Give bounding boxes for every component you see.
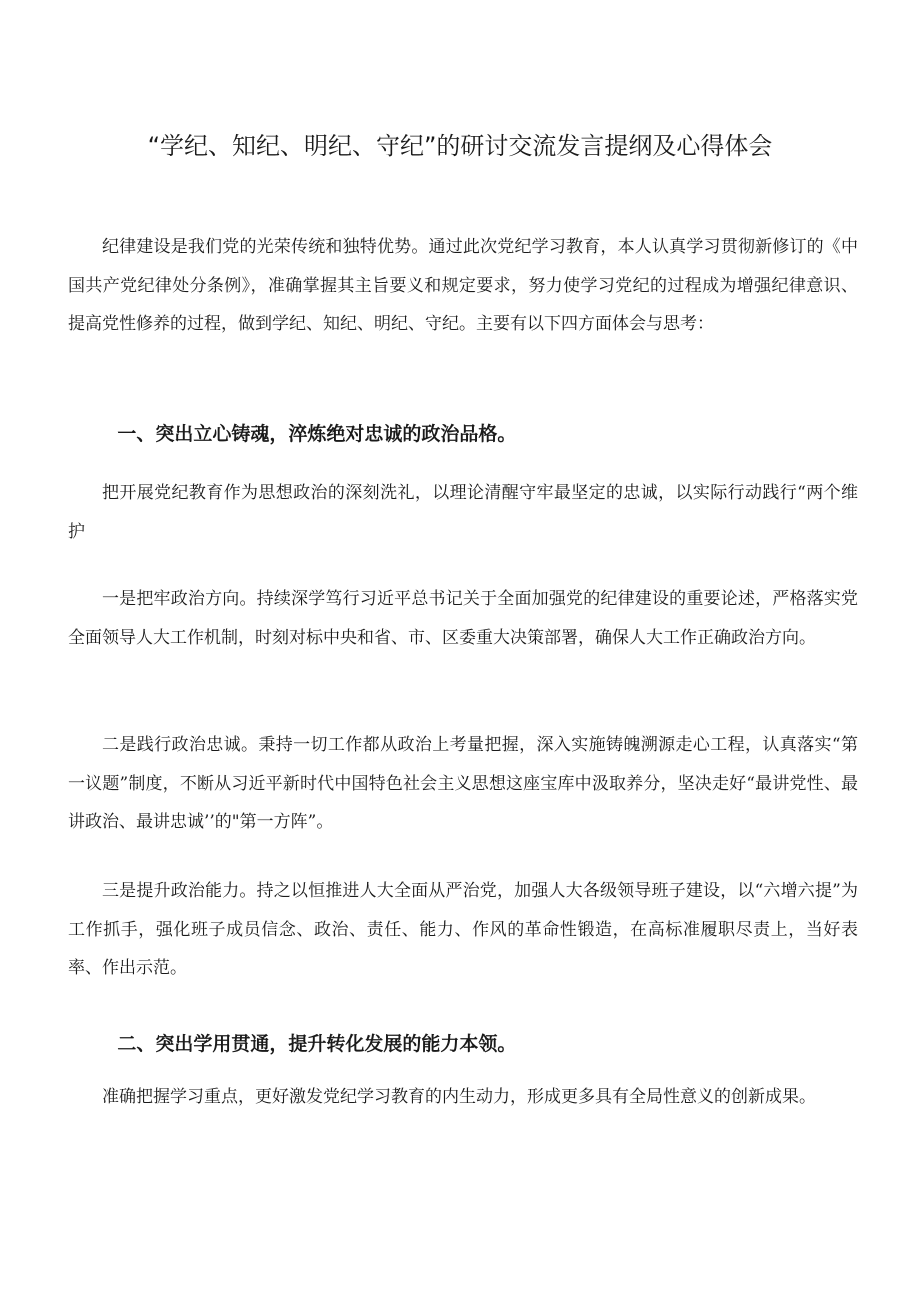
point-1-paragraph: 一是把牢政治方向。持续深学笃行习近平总书记关于全面加强党的纪律建设的重要论述，严格落实党全面领导人大工作机制，时刻对标中央和省、市、区委重大决策部署，确保人大工作正确政治方向。 <box>68 589 858 648</box>
section-heading-2: 二、突出学用贯通，提升转化发展的能力本领。 <box>117 1033 517 1055</box>
section-1-lead-paragraph: 把开展党纪教育作为思想政治的深刻洗礼，以理论清醒守牢最坚定的忠诚，以实际行动践行“两个维护 <box>68 483 858 542</box>
intro-paragraph: 纪律建设是我们党的光荣传统和独特优势。通过此次党纪学习教育，本人认真学习贯彻新修订的《中国共产党纪律处分条例》，准确掌握其主旨要义和规定要求，努力使学习党纪的过程成为增强纪律意识、提高党性修养的过程，做到学纪、知纪、明纪、守纪。主要有以下四方面体会与思考： <box>68 237 858 334</box>
point-3-paragraph: 三是提升政治能力。持之以恒推进人大全面从严治党，加强人大各级领导班子建设，以“六增六提”为工作抓手，强化班子成员信念、政治、责任、能力、作风的革命性锻造，在高标准履职尽责上，当好表率、作出示范。 <box>68 881 858 978</box>
document-title: “学纪、知纪、明纪、守纪”的研讨交流发言提纲及心得体会 <box>147 132 773 160</box>
section-2-lead-paragraph: 准确把握学习重点，更好激发党纪学习教育的内生动力，形成更多具有全局性意义的创新成果。 <box>102 1087 816 1107</box>
point-2-paragraph: 二是践行政治忠诚。秉持一切工作都从政治上考量把握，深入实施铸魄溯源走心工程，认真落实“第一议题”制度，不断从习近平新时代中国特色社会主义思想这座宝库中汲取养分，坚决走好“最讲党性、最讲政治、最讲忠诚’’的"第一方阵”。 <box>68 735 858 832</box>
section-heading-1: 一、突出立心铸魂，淬炼绝对忠诚的政治品格。 <box>117 423 517 445</box>
